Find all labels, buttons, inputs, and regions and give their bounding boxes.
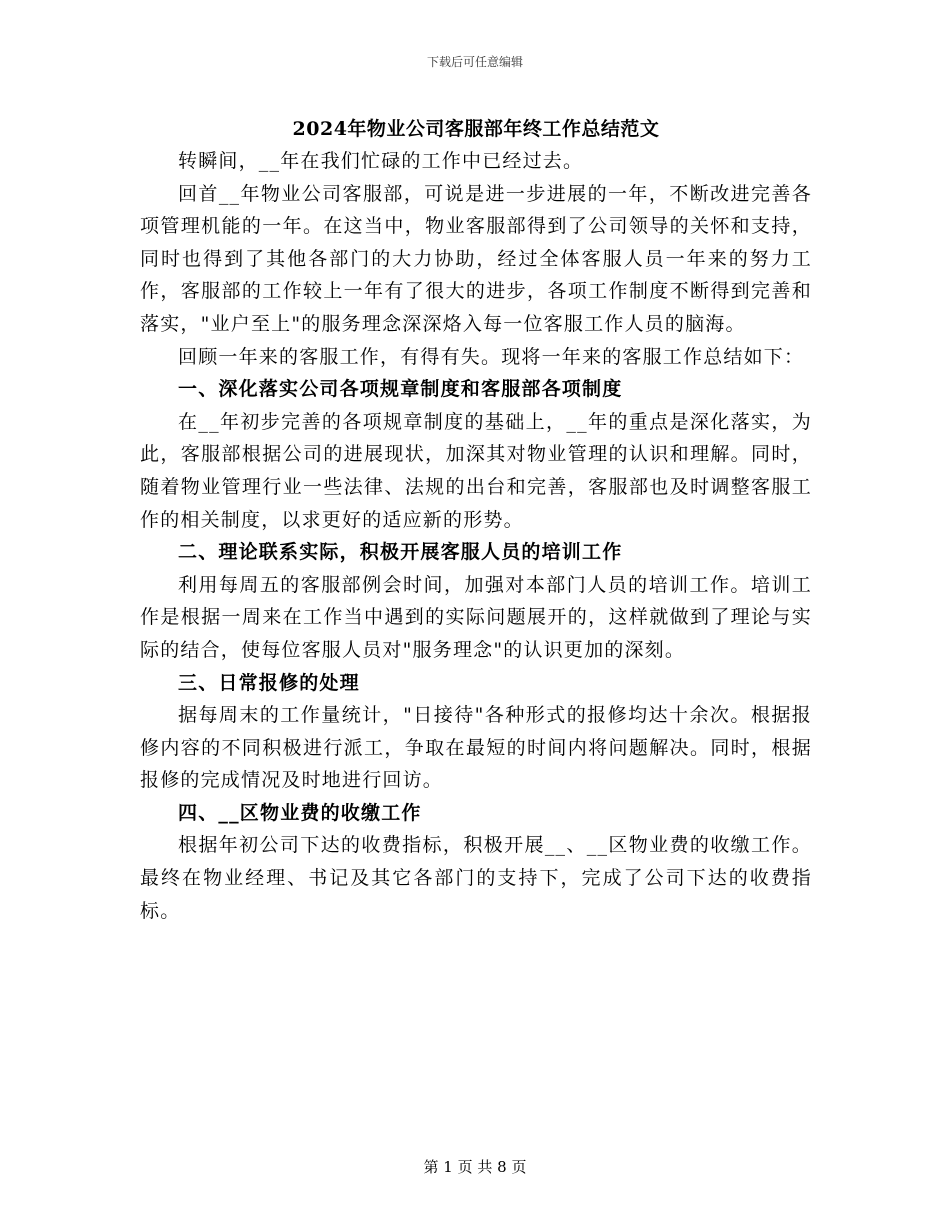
section-heading-3: 三、日常报修的处理 (178, 671, 360, 694)
section-body-3: 据每周末的工作量统计，"日接待"各种形式的报修均达十余次。根据报修内容的不同积极进行派工，争取在最短的时间内将问题解决。同时，根据报修的完成情况及时地进行回访。 (140, 704, 812, 792)
intro-paragraph-2: 回首__年物业公司客服部，可说是进一步进展的一年，不断改进完善各项管理机能的一年。在这当中，物业客服部得到了公司领导的关怀和支持，同时也得到了其他各部门的大力协助，经过全体客服人员一年来的努力工作，客服部的工作较上一年有了很大的进步，各项工作制度不断得到完善和落实，"业户至上"的服务理念深深烙入每一位客服工作人员的脑海。 (140, 182, 812, 335)
section-body-2: 利用每周五的客服部例会时间，加强对本部门人员的培训工作。培训工作是根据一周来在工作当中遇到的实际问题展开的，这样就做到了理论与实际的结合，使每位客服人员对"服务理念"的认识更加的深刻。 (140, 573, 812, 661)
document-body (140, 113, 812, 927)
document-title: 2024年物业公司客服部年终工作总结范文 (292, 118, 660, 140)
section-heading-1: 一、深化落实公司各项规章制度和客服部各项制度 (178, 378, 623, 401)
section-heading-2: 二、理论联系实际，积极开展客服人员的培训工作 (178, 541, 623, 564)
intro-paragraph-1: 转瞬间，__年在我们忙碌的工作中已经过去。 (178, 150, 584, 172)
section-body-4: 根据年初公司下达的收费指标，积极开展__、__区物业费的收缴工作。最终在物业经理、书记及其它各部门的支持下，完成了公司下达的收费指标。 (140, 834, 812, 922)
intro-paragraph-3: 回顾一年来的客服工作，有得有失。现将一年来的客服工作总结如下： (178, 345, 805, 368)
page-number: 第 1 页 共 8 页 (423, 1158, 527, 1176)
page-header-note: 下载后可任意编辑 (426, 55, 523, 69)
section-heading-4: 四、__区物业费的收缴工作 (178, 801, 422, 824)
section-body-1: 在__年初步完善的各项规章制度的基础上，__年的重点是深化落实，为此，客服部根据公司的进展现状，加深其对物业管理的认识和理解。同时，随着物业管理行业一些法律、法规的出台和完善，客服部也及时调整客服工作的相关制度，以求更好的适应新的形势。 (140, 410, 812, 531)
